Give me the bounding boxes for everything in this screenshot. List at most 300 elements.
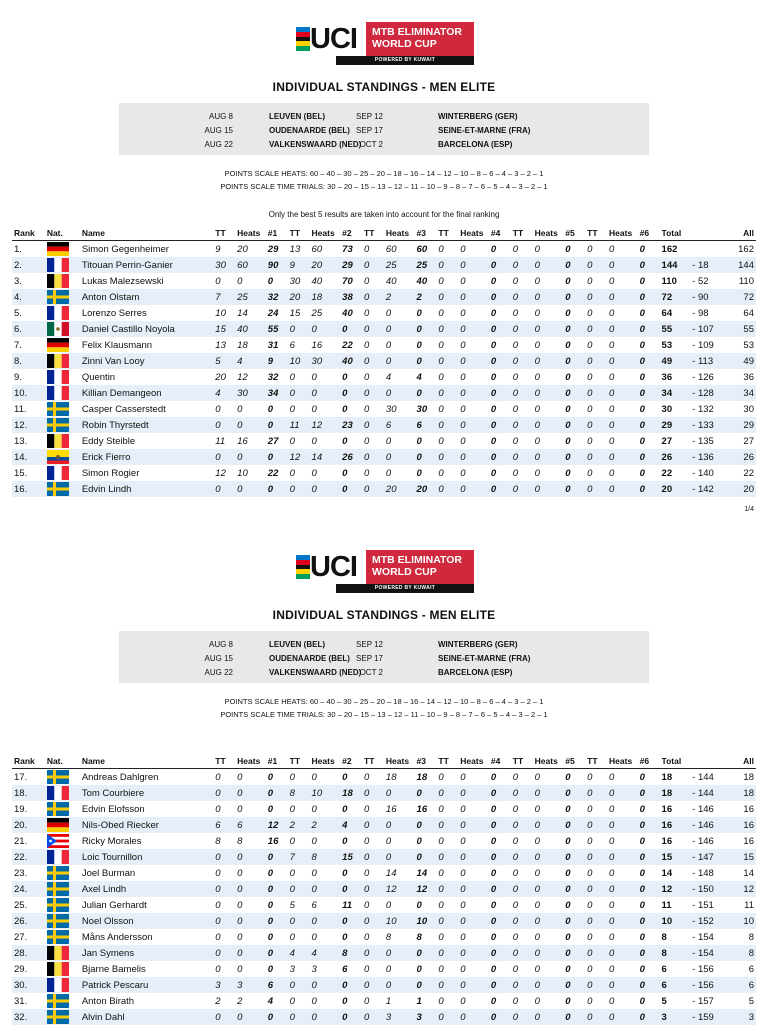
rider-name: Zinni Van Looy bbox=[80, 353, 213, 369]
nationality-cell bbox=[45, 305, 80, 321]
all-cell: 11 bbox=[732, 897, 756, 913]
total-cell: 3 bbox=[660, 1009, 691, 1025]
event-total-cell: 0 bbox=[340, 1009, 362, 1025]
event-date: AUG 8 bbox=[201, 111, 233, 123]
score-cell: 0 bbox=[458, 449, 489, 465]
gap-cell: - 146 bbox=[690, 801, 732, 817]
event-date: AUG 8 bbox=[201, 639, 233, 651]
column-header: TT bbox=[362, 226, 384, 241]
flag-icon bbox=[47, 994, 69, 1008]
score-cell: 0 bbox=[458, 369, 489, 385]
score-cell: 0 bbox=[458, 865, 489, 881]
event-total-cell: 0 bbox=[638, 241, 660, 258]
gap-cell: - 133 bbox=[690, 417, 732, 433]
event-total-cell: 0 bbox=[489, 433, 511, 449]
score-cell: 25 bbox=[384, 257, 415, 273]
score-cell: 0 bbox=[213, 913, 235, 929]
score-cell: 0 bbox=[310, 833, 341, 849]
all-cell: 16 bbox=[732, 817, 756, 833]
score-cell: 0 bbox=[511, 465, 533, 481]
gap-cell: - 148 bbox=[690, 865, 732, 881]
score-cell: 0 bbox=[533, 241, 564, 258]
event-total-cell: 0 bbox=[563, 977, 585, 993]
column-header: TT bbox=[213, 754, 235, 769]
total-cell: 55 bbox=[660, 321, 691, 337]
stripe bbox=[296, 574, 310, 579]
score-cell: 0 bbox=[607, 881, 638, 897]
score-cell: 0 bbox=[362, 929, 384, 945]
score-cell: 0 bbox=[288, 481, 310, 497]
nationality-cell bbox=[45, 817, 80, 833]
event-total-cell: 4 bbox=[266, 993, 288, 1009]
flag-icon bbox=[47, 898, 69, 912]
all-cell: 22 bbox=[732, 465, 756, 481]
table-row bbox=[12, 305, 756, 321]
all-cell: 110 bbox=[732, 273, 756, 289]
score-cell: 0 bbox=[213, 1009, 235, 1025]
rank-cell: 25. bbox=[12, 897, 45, 913]
score-cell: 0 bbox=[511, 401, 533, 417]
column-header: Heats bbox=[310, 754, 341, 769]
event-total-cell: 0 bbox=[340, 801, 362, 817]
event-total-cell: 0 bbox=[340, 993, 362, 1009]
score-cell: 2 bbox=[213, 993, 235, 1009]
score-cell: 10 bbox=[235, 465, 266, 481]
score-cell: 0 bbox=[235, 785, 266, 801]
flag-graphic bbox=[47, 946, 69, 960]
score-cell: 0 bbox=[607, 897, 638, 913]
table-row bbox=[12, 993, 756, 1009]
score-cell: 0 bbox=[511, 849, 533, 865]
score-cell: 0 bbox=[511, 833, 533, 849]
event-total-cell: 0 bbox=[638, 481, 660, 497]
all-cell: 36 bbox=[732, 369, 756, 385]
rank-cell: 11. bbox=[12, 401, 45, 417]
event-total-cell: 0 bbox=[638, 865, 660, 881]
total-cell: 15 bbox=[660, 849, 691, 865]
flag-icon bbox=[47, 370, 69, 384]
rider-name: Lukas Malezsewski bbox=[80, 273, 213, 289]
score-cell: 0 bbox=[384, 449, 415, 465]
gap-cell: - 147 bbox=[690, 849, 732, 865]
header-row bbox=[12, 226, 756, 241]
score-cell: 0 bbox=[458, 465, 489, 481]
event-total-cell: 0 bbox=[563, 961, 585, 977]
score-cell: 0 bbox=[362, 945, 384, 961]
score-cell: 0 bbox=[384, 785, 415, 801]
rider-name: Killian Demangeon bbox=[80, 385, 213, 401]
event-total-cell: 29 bbox=[266, 241, 288, 258]
column-header: Heats bbox=[607, 754, 638, 769]
score-cell: 0 bbox=[585, 449, 607, 465]
score-cell: 0 bbox=[533, 769, 564, 786]
score-cell: 10 bbox=[213, 305, 235, 321]
all-cell: 18 bbox=[732, 785, 756, 801]
event-total-cell: 0 bbox=[266, 481, 288, 497]
score-cell: 0 bbox=[213, 881, 235, 897]
score-cell: 0 bbox=[533, 817, 564, 833]
total-cell: 110 bbox=[660, 273, 691, 289]
event-total-cell: 55 bbox=[266, 321, 288, 337]
event-total-cell: 0 bbox=[340, 433, 362, 449]
score-cell: 0 bbox=[436, 337, 458, 353]
all-cell: 144 bbox=[732, 257, 756, 273]
header-row bbox=[12, 754, 756, 769]
nationality-cell bbox=[45, 1009, 80, 1025]
column-header: #5 bbox=[563, 226, 585, 241]
score-cell: 0 bbox=[362, 481, 384, 497]
event-total-cell: 0 bbox=[638, 1009, 660, 1025]
flag-graphic bbox=[47, 850, 69, 864]
all-cell: 64 bbox=[732, 305, 756, 321]
gap-cell: - 154 bbox=[690, 945, 732, 961]
flag-graphic bbox=[47, 866, 69, 880]
score-cell: 12 bbox=[288, 449, 310, 465]
event-total-cell: 0 bbox=[638, 801, 660, 817]
event-total-cell: 31 bbox=[266, 337, 288, 353]
uci-logo-block bbox=[296, 550, 366, 584]
score-cell: 0 bbox=[235, 449, 266, 465]
flag-icon bbox=[47, 866, 69, 880]
table-row bbox=[12, 849, 756, 865]
table-body bbox=[12, 241, 756, 498]
event-total-cell: 0 bbox=[638, 417, 660, 433]
event-total-cell: 0 bbox=[266, 881, 288, 897]
rank-cell: 2. bbox=[12, 257, 45, 273]
all-cell: 29 bbox=[732, 417, 756, 433]
rank-cell: 8. bbox=[12, 353, 45, 369]
nationality-cell bbox=[45, 913, 80, 929]
column-header: TT bbox=[213, 226, 235, 241]
nationality-cell bbox=[45, 321, 80, 337]
all-cell: 3 bbox=[732, 1009, 756, 1025]
flag-graphic bbox=[47, 322, 69, 336]
event-total-cell: 0 bbox=[489, 385, 511, 401]
score-cell: 0 bbox=[607, 257, 638, 273]
rider-name: Ricky Morales bbox=[80, 833, 213, 849]
score-cell: 0 bbox=[511, 913, 533, 929]
score-cell: 0 bbox=[533, 945, 564, 961]
logo-line2: WORLD CUP bbox=[372, 566, 474, 578]
score-cell: 0 bbox=[585, 801, 607, 817]
column-header: Heats bbox=[235, 754, 266, 769]
score-cell: 0 bbox=[362, 273, 384, 289]
gap-cell: - 144 bbox=[690, 769, 732, 786]
score-cell: 0 bbox=[585, 1009, 607, 1025]
score-cell: 0 bbox=[585, 337, 607, 353]
score-cell: 0 bbox=[533, 401, 564, 417]
rider-name: Daniel Castillo Noyola bbox=[80, 321, 213, 337]
event-location: LEUVEN (BEL) bbox=[269, 111, 325, 123]
event-total-cell: 0 bbox=[638, 929, 660, 945]
flag-graphic bbox=[47, 482, 69, 496]
score-cell: 0 bbox=[288, 465, 310, 481]
nationality-cell bbox=[45, 257, 80, 273]
nationality-cell bbox=[45, 385, 80, 401]
event-total-cell: 0 bbox=[638, 993, 660, 1009]
score-cell: 0 bbox=[511, 321, 533, 337]
gap-cell: - 135 bbox=[690, 433, 732, 449]
column-header: TT bbox=[436, 754, 458, 769]
score-cell: 0 bbox=[533, 929, 564, 945]
all-cell: 15 bbox=[732, 849, 756, 865]
score-cell: 0 bbox=[607, 289, 638, 305]
flag-icon bbox=[47, 322, 69, 336]
score-cell: 0 bbox=[511, 417, 533, 433]
table-header bbox=[12, 226, 756, 241]
all-cell: 5 bbox=[732, 993, 756, 1009]
nationality-cell bbox=[45, 417, 80, 433]
flag-graphic bbox=[47, 290, 69, 304]
event-date: OCT 2 bbox=[351, 667, 383, 679]
score-cell: 0 bbox=[511, 817, 533, 833]
score-cell: 0 bbox=[436, 369, 458, 385]
total-cell: 6 bbox=[660, 977, 691, 993]
score-cell: 0 bbox=[310, 769, 341, 786]
rider-name: Felix Klausmann bbox=[80, 337, 213, 353]
score-cell: 0 bbox=[533, 993, 564, 1009]
event-total-cell: 0 bbox=[489, 849, 511, 865]
event-total-cell: 0 bbox=[266, 913, 288, 929]
score-cell: 0 bbox=[362, 865, 384, 881]
column-header: Nat. bbox=[45, 226, 80, 241]
score-cell: 0 bbox=[213, 849, 235, 865]
score-cell: 6 bbox=[288, 337, 310, 353]
score-cell: 0 bbox=[533, 417, 564, 433]
score-cell: 60 bbox=[235, 257, 266, 273]
event-total-cell: 0 bbox=[563, 833, 585, 849]
stripe bbox=[296, 46, 310, 51]
event-total-cell: 0 bbox=[563, 801, 585, 817]
score-cell: 0 bbox=[310, 321, 341, 337]
score-cell: 0 bbox=[511, 369, 533, 385]
score-cell: 7 bbox=[213, 289, 235, 305]
flag-icon bbox=[47, 850, 69, 864]
score-cell: 0 bbox=[533, 273, 564, 289]
flag-icon bbox=[47, 418, 69, 432]
score-cell: 0 bbox=[607, 433, 638, 449]
score-cell: 0 bbox=[511, 273, 533, 289]
event-total-cell: 8 bbox=[415, 929, 437, 945]
event-total-cell: 0 bbox=[340, 369, 362, 385]
score-cell: 0 bbox=[585, 353, 607, 369]
event-total-cell: 73 bbox=[340, 241, 362, 258]
event-total-cell: 0 bbox=[489, 321, 511, 337]
score-cell: 0 bbox=[436, 833, 458, 849]
score-cell: 0 bbox=[458, 977, 489, 993]
score-cell: 0 bbox=[585, 241, 607, 258]
score-cell: 0 bbox=[235, 273, 266, 289]
score-cell: 0 bbox=[511, 481, 533, 497]
rank-cell: 23. bbox=[12, 865, 45, 881]
rank-cell: 5. bbox=[12, 305, 45, 321]
event-total-cell: 22 bbox=[266, 465, 288, 481]
score-cell: 0 bbox=[533, 961, 564, 977]
total-cell: 6 bbox=[660, 961, 691, 977]
event-location: BARCELONA (ESP) bbox=[438, 667, 512, 679]
event-total-cell: 0 bbox=[563, 273, 585, 289]
event-total-cell: 11 bbox=[340, 897, 362, 913]
all-cell: 8 bbox=[732, 929, 756, 945]
score-cell: 0 bbox=[585, 257, 607, 273]
score-cell: 0 bbox=[533, 449, 564, 465]
nationality-cell bbox=[45, 929, 80, 945]
score-cell: 0 bbox=[235, 769, 266, 786]
score-cell: 0 bbox=[511, 801, 533, 817]
rank-cell: 29. bbox=[12, 961, 45, 977]
event-total-cell: 0 bbox=[563, 417, 585, 433]
event-total-cell: 0 bbox=[563, 897, 585, 913]
score-cell: 0 bbox=[458, 481, 489, 497]
score-cell: 0 bbox=[585, 321, 607, 337]
event-total-cell: 0 bbox=[563, 353, 585, 369]
score-cell: 0 bbox=[436, 897, 458, 913]
flag-graphic bbox=[47, 354, 69, 368]
event-total-cell: 38 bbox=[340, 289, 362, 305]
all-cell: 6 bbox=[732, 961, 756, 977]
event-total-cell: 0 bbox=[266, 785, 288, 801]
score-cell: 0 bbox=[362, 241, 384, 258]
score-cell: 0 bbox=[213, 481, 235, 497]
flag-icon bbox=[47, 978, 69, 992]
column-header: #2 bbox=[340, 226, 362, 241]
event-total-cell: 0 bbox=[266, 929, 288, 945]
score-cell: 0 bbox=[362, 817, 384, 833]
flag-graphic bbox=[47, 242, 69, 256]
rank-cell: 32. bbox=[12, 1009, 45, 1025]
event-total-cell: 0 bbox=[266, 401, 288, 417]
rank-cell: 24. bbox=[12, 881, 45, 897]
score-cell: 0 bbox=[213, 273, 235, 289]
score-cell: 25 bbox=[235, 289, 266, 305]
score-cell: 0 bbox=[235, 929, 266, 945]
logo-line1: MTB ELIMINATOR bbox=[372, 26, 474, 38]
score-cell: 0 bbox=[362, 433, 384, 449]
rider-name: Lorenzo Serres bbox=[80, 305, 213, 321]
all-cell: 10 bbox=[732, 913, 756, 929]
event-total-cell: 0 bbox=[489, 289, 511, 305]
event-total-cell: 0 bbox=[340, 481, 362, 497]
score-cell: 0 bbox=[607, 913, 638, 929]
flag-graphic bbox=[47, 1010, 69, 1024]
event-total-cell: 0 bbox=[563, 913, 585, 929]
rank-cell: 17. bbox=[12, 769, 45, 786]
score-cell: 0 bbox=[384, 385, 415, 401]
flag-icon bbox=[47, 818, 69, 832]
score-cell: 0 bbox=[511, 881, 533, 897]
flag-graphic bbox=[47, 338, 69, 352]
flag-icon bbox=[47, 946, 69, 960]
flag-graphic bbox=[47, 434, 69, 448]
score-cell: 0 bbox=[213, 449, 235, 465]
score-cell: 0 bbox=[310, 977, 341, 993]
event-total-cell: 0 bbox=[638, 369, 660, 385]
event-total-cell: 70 bbox=[340, 273, 362, 289]
score-cell: 0 bbox=[436, 289, 458, 305]
score-cell: 0 bbox=[384, 465, 415, 481]
event-total-cell: 0 bbox=[489, 801, 511, 817]
score-cell: 8 bbox=[310, 849, 341, 865]
all-cell: 18 bbox=[732, 769, 756, 786]
score-cell: 0 bbox=[436, 353, 458, 369]
rank-cell: 1. bbox=[12, 241, 45, 258]
score-cell: 0 bbox=[458, 769, 489, 786]
table-row bbox=[12, 401, 756, 417]
column-header: #6 bbox=[638, 226, 660, 241]
score-cell: 0 bbox=[384, 849, 415, 865]
nationality-cell bbox=[45, 897, 80, 913]
score-cell: 0 bbox=[384, 961, 415, 977]
score-cell: 0 bbox=[362, 913, 384, 929]
score-cell: 0 bbox=[436, 321, 458, 337]
gap-cell: - 107 bbox=[690, 321, 732, 337]
event-total-cell: 0 bbox=[638, 353, 660, 369]
score-cell: 0 bbox=[585, 849, 607, 865]
score-cell: 0 bbox=[533, 305, 564, 321]
score-cell: 18 bbox=[384, 769, 415, 786]
flag-graphic bbox=[47, 306, 69, 320]
table-row bbox=[12, 353, 756, 369]
score-cell: 0 bbox=[607, 769, 638, 786]
nationality-cell bbox=[45, 289, 80, 305]
table-row bbox=[12, 833, 756, 849]
score-cell: 0 bbox=[458, 881, 489, 897]
score-cell: 0 bbox=[213, 401, 235, 417]
score-cell: 0 bbox=[458, 929, 489, 945]
score-cell: 9 bbox=[288, 257, 310, 273]
score-cell: 0 bbox=[607, 481, 638, 497]
flag-icon bbox=[47, 290, 69, 304]
score-cell: 14 bbox=[384, 865, 415, 881]
event-total-cell: 0 bbox=[266, 897, 288, 913]
score-cell: 0 bbox=[235, 849, 266, 865]
rank-cell: 12. bbox=[12, 417, 45, 433]
score-cell: 0 bbox=[585, 465, 607, 481]
score-cell: 0 bbox=[384, 433, 415, 449]
score-cell: 20 bbox=[310, 257, 341, 273]
rank-cell: 10. bbox=[12, 385, 45, 401]
event-total-cell: 0 bbox=[489, 833, 511, 849]
flag-icon bbox=[47, 450, 69, 464]
event-total-cell: 0 bbox=[563, 433, 585, 449]
score-cell: 0 bbox=[533, 369, 564, 385]
total-cell: 22 bbox=[660, 465, 691, 481]
event-total-cell: 0 bbox=[638, 449, 660, 465]
score-cell: 0 bbox=[310, 801, 341, 817]
event-total-cell: 0 bbox=[563, 401, 585, 417]
score-cell: 0 bbox=[607, 833, 638, 849]
score-cell: 0 bbox=[362, 449, 384, 465]
score-cell: 0 bbox=[533, 897, 564, 913]
event-total-cell: 40 bbox=[340, 305, 362, 321]
logo-line1: MTB ELIMINATOR bbox=[372, 554, 474, 566]
rider-name: Anton Birath bbox=[80, 993, 213, 1009]
column-header bbox=[690, 754, 732, 769]
table-row bbox=[12, 865, 756, 881]
score-cell: 0 bbox=[310, 481, 341, 497]
event-total-cell: 0 bbox=[340, 321, 362, 337]
score-cell: 0 bbox=[458, 897, 489, 913]
score-cell: 0 bbox=[533, 353, 564, 369]
score-cell: 0 bbox=[585, 385, 607, 401]
score-cell: 0 bbox=[533, 321, 564, 337]
score-cell: 60 bbox=[384, 241, 415, 258]
rank-cell: 15. bbox=[12, 465, 45, 481]
score-cell: 0 bbox=[436, 465, 458, 481]
rank-cell: 22. bbox=[12, 849, 45, 865]
score-cell: 0 bbox=[362, 833, 384, 849]
event-total-cell: 0 bbox=[638, 913, 660, 929]
